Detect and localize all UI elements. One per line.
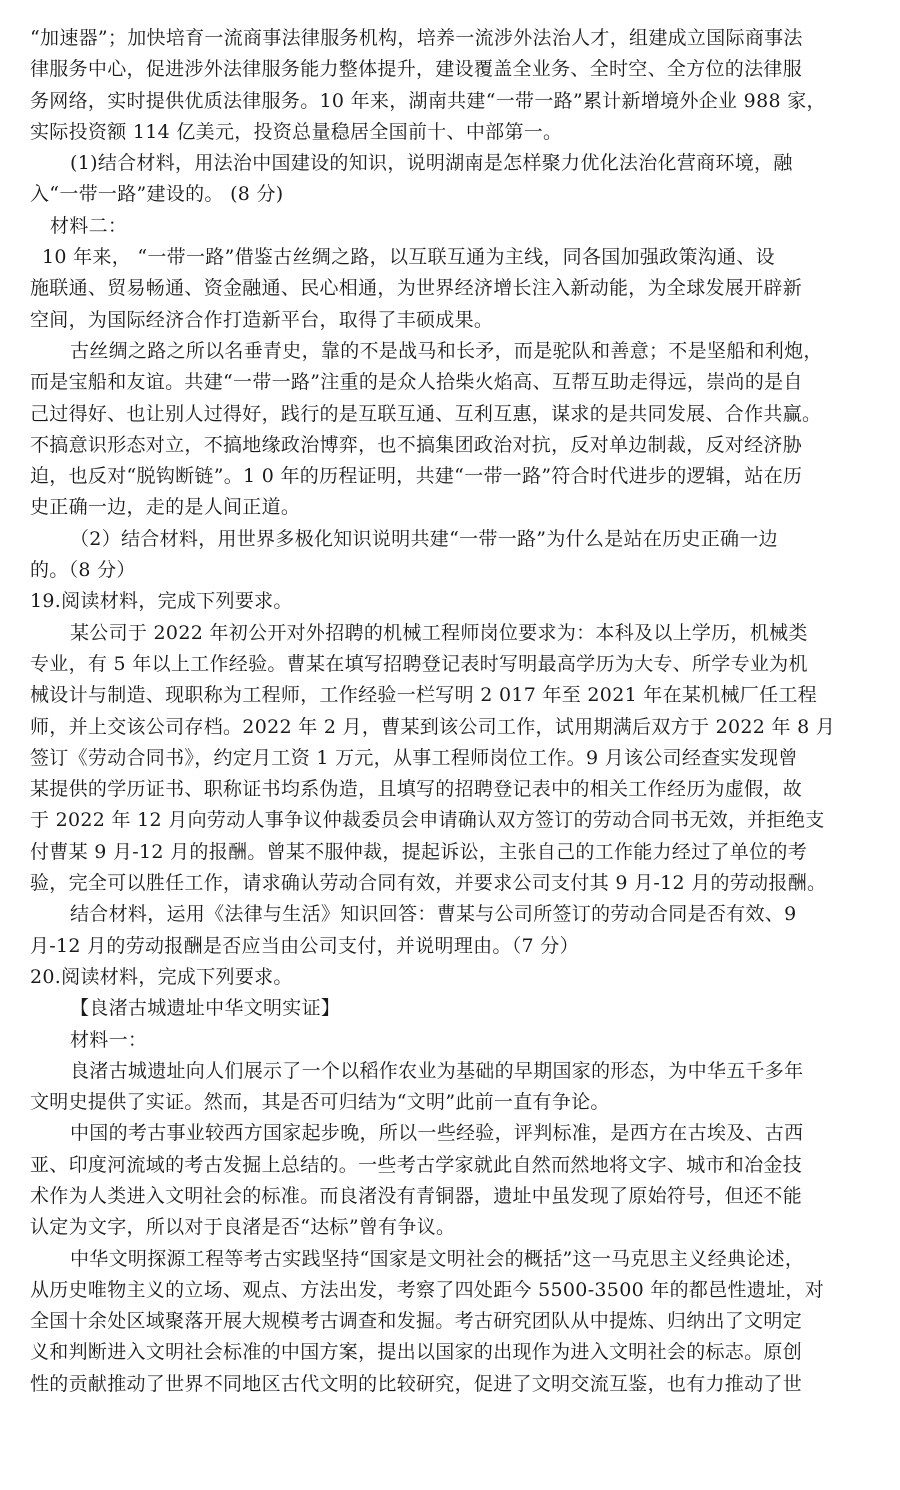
text-line: 的。（8 分） <box>30 559 136 582</box>
text-line: 20.阅读材料，完成下列要求。 <box>30 965 293 988</box>
text-line: 10 年来， “一带一路”借鉴古丝绸之路，以互联互通为主线，同各国加强政策沟通、设 <box>42 246 775 269</box>
text-line: 专业，有 5 年以上工作经验。曹某在填写招聘登记表时写明最高学历为大专、所学专业为机 <box>30 652 808 675</box>
text-line: 施联通、贸易畅通、资金融通、民心相通，为世界经济增长注入新动能，为全球发展开辟新 <box>30 277 803 300</box>
text-line: 械设计与制造、现职称为工程师，工作经验一栏写明 2 017 年至 2021 年在某机械厂任工程 <box>30 684 818 707</box>
text-line: 入“一带一路”建设的。 (8 分) <box>30 183 284 206</box>
text-line: 从历史唯物主义的立场、观点、方法出发，考察了四处距今 5500-3500 年的都邑性遗址，对 <box>30 1278 825 1301</box>
text-line: 材料二： <box>50 214 128 237</box>
text-line: 验，完全可以胜任工作，请求确认劳动合同有效，并要求公司支付其 9 月-12 月的劳动报酬。 <box>30 872 827 895</box>
text-line: 某公司于 2022 年初公开对外招聘的机械工程师岗位要求为：本科及以上学历，机械类 <box>70 621 808 644</box>
text-line: 古丝绸之路之所以名垂青史，靠的不是战马和长矛，而是驼队和善意；不是坚船和利炮， <box>70 339 823 362</box>
text-line: 性的贡献推动了世界不同地区古代文明的比较研究，促进了文明交流互鉴，也有力推动了世 <box>30 1372 803 1395</box>
text-line: 文明史提供了实证。然而，其是否可归结为“文明”此前一直有争论。 <box>30 1091 610 1114</box>
text-line: (1)结合材料，用法治中国建设的知识，说明湖南是怎样聚力优化法治化营商环境，融 <box>70 152 793 175</box>
text-line: 19.阅读材料，完成下列要求。 <box>30 590 293 613</box>
text-line: 结合材料，运用《法律与生活》知识回答：曹某与公司所签订的劳动合同是否有效、9 <box>70 903 797 926</box>
text-line: 己过得好、也让别人过得好，践行的是互联互通、互利互惠，谋求的是共同发展、合作共赢。 <box>30 402 822 425</box>
text-line: 全国十余处区域聚落开展大规模考古调查和发掘。考古研究团队从中提炼、归纳出了文明定 <box>30 1310 803 1333</box>
text-line: 【良渚古城遗址中华文明实证】 <box>70 997 341 1020</box>
text-line: 中国的考古事业较西方国家起步晚，所以一些经验，评判标准，是西方在古埃及、古西 <box>70 1122 804 1145</box>
text-line: 中华文明探源工程等考古实践坚持“国家是文明社会的概括”这一马克思主义经典论述， <box>70 1247 805 1270</box>
text-line: 某提供的学历证书、职称证书均系伪造，且填写的招聘登记表中的相关工作经历为虚假，故 <box>30 778 803 801</box>
text-line: 实际投资额 114 亿美元，投资总量稳居全国前十、中部第一。 <box>30 120 563 143</box>
document-page <box>30 23 878 1400</box>
text-line: 付曹某 9 月-12 月的报酬。曾某不服仲裁，提起诉讼，主张自己的工作能力经过了单位的考 <box>30 840 808 863</box>
text-line: 术作为人类进入文明社会的标准。而良渚没有青铜器，遗址中虽发现了原始符号，但还不能 <box>30 1184 803 1207</box>
text-line: 而是宝船和友谊。共建“一带一路”注重的是众人拾柴火焰高、互帮互助走得远，崇尚的是自 <box>30 371 803 394</box>
text-line: 月-12 月的劳动报酬是否应当由公司支付，并说明理由。（7 分） <box>30 934 579 957</box>
text-line: 于 2022 年 12 月向劳动人事争议仲裁委员会申请确认双方签订的劳动合同书无效，并拒绝支 <box>30 809 825 832</box>
text-line: 义和判断进入文明社会标准的中国方案，提出以国家的出现作为进入文明社会的标志。原创 <box>30 1341 803 1364</box>
text-line: 材料一： <box>70 1028 148 1051</box>
text-line: 师，并上交该公司存档。2022 年 2 月，曹某到该公司工作，试用期满后双方于 2022 年 8 月 <box>30 715 836 738</box>
text-line: 空间，为国际经济合作打造新平台，取得了丰硕成果。 <box>30 308 494 331</box>
text-line: 律服务中心，促进涉外法律服务能力整体提升，建设覆盖全业务、全时空、全方位的法律服 <box>30 58 803 81</box>
text-line: 亚、印度河流域的考古发掘上总结的。一些考古学家就此自然而然地将文字、城市和冶金技 <box>30 1153 803 1176</box>
text-line: 良渚古城遗址向人们展示了一个以稻作农业为基础的早期国家的形态，为中华五千多年 <box>70 1059 804 1082</box>
text-line: 不搞意识形态对立，不搞地缘政治博弈，也不搞集团政治对抗，反对单边制裁，反对经济胁 <box>30 433 803 456</box>
text-line: 史正确一边，走的是人间正道。 <box>30 496 301 519</box>
text-line: 签订《劳动合同书》，约定月工资 1 万元，从事工程师岗位工作。9 月该公司经查实发现曾 <box>30 746 798 769</box>
text-line: 迫，也反对“脱钩断链”。1 0 年的历程证明，共建“一带一路”符合时代进步的逻辑，站在历 <box>30 465 803 488</box>
text-line: 认定为文字，所以对于良渚是否“达标”曾有争议。 <box>30 1216 456 1239</box>
text-line: “加速器”；加快培育一流商事法律服务机构，培养一流涉外法治人才，组建成立国际商事法 <box>30 27 803 49</box>
text-line: （2）结合材料，用世界多极化知识说明共建“一带一路”为什么是站在历史正确一边 <box>70 527 778 550</box>
text-line: 务网络，实时提供优质法律服务。10 年来，湖南共建“一带一路”累计新增境外企业 988 家， <box>30 89 826 112</box>
